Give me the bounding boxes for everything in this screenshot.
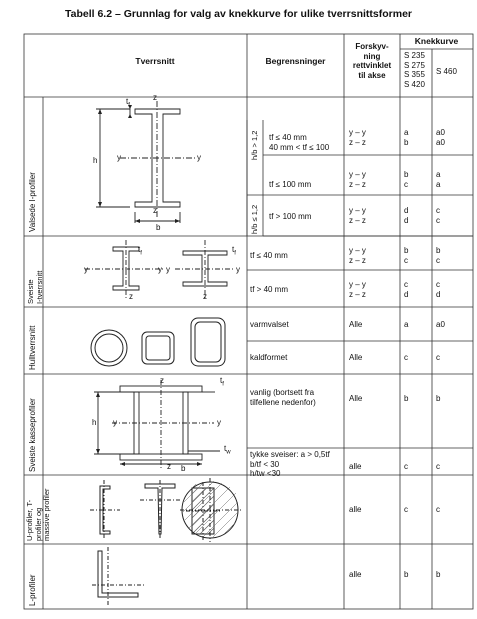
fig-label-tw: $t_w$ bbox=[224, 444, 231, 456]
curve-b: c d bbox=[436, 280, 441, 299]
section-sveiste-i-line: I-tverrsnitt bbox=[34, 270, 44, 304]
limit-text: tf ≤ 100 mm bbox=[269, 180, 312, 189]
curve-b: a a bbox=[436, 170, 441, 189]
axes-text: y – y z – z bbox=[349, 246, 366, 265]
cond-hb-gt: h/b > 1,2 bbox=[250, 130, 259, 160]
fig-label-y: y bbox=[113, 418, 117, 427]
fig-label-z: z bbox=[203, 292, 207, 301]
section-l-profiler: L-profiler bbox=[28, 574, 37, 606]
limit-text: tykke sveiser: a > 0,5tf b/tf < 30 h/tw <30 bbox=[250, 450, 330, 478]
section-u-line: massive profiler bbox=[42, 488, 51, 541]
header-forskyvning-line: rettvinklet bbox=[352, 61, 392, 70]
fig-label-tf: $t_f$ bbox=[232, 245, 236, 257]
axes-text: y – y z – z bbox=[349, 280, 366, 299]
curve-b: c bbox=[436, 353, 440, 362]
fig-label-y: y bbox=[236, 265, 240, 274]
curve-a: d d bbox=[404, 206, 409, 225]
steel-grade: S 235 bbox=[404, 51, 425, 60]
fig-label-z: z bbox=[129, 292, 133, 301]
curve-a: c d bbox=[404, 280, 409, 299]
fig-label-h: h bbox=[92, 418, 97, 427]
curve-b: c bbox=[436, 462, 440, 471]
fig-label-b: b bbox=[156, 223, 161, 232]
fig-label-tf: $t_f$ bbox=[138, 245, 142, 257]
axes-text: y – y z – z bbox=[349, 128, 366, 147]
header-steel-grades-a bbox=[404, 51, 425, 89]
limit-text: 40 mm < tf ≤ 100 bbox=[269, 143, 330, 152]
steel-grade: S 355 bbox=[404, 70, 425, 79]
limit-text: tf ≤ 40 mm bbox=[269, 133, 307, 142]
fig-label-z: z bbox=[153, 93, 157, 102]
fig-label-y: y bbox=[197, 153, 201, 162]
limit-text: tf > 100 mm bbox=[269, 212, 312, 221]
curve-b: a0 bbox=[436, 320, 445, 329]
fig-label-b: b bbox=[181, 464, 186, 473]
axes-text: alle bbox=[349, 505, 362, 514]
axes-text: y – y z – z bbox=[349, 170, 366, 189]
steel-grade: S 420 bbox=[404, 79, 425, 89]
curve-b: c bbox=[436, 505, 440, 514]
solid-round-figure bbox=[180, 478, 248, 542]
limit-text: tf ≤ 40 mm bbox=[250, 251, 288, 260]
header-forskyvning-line: til akse bbox=[358, 70, 386, 80]
section-sveiste-i bbox=[27, 271, 44, 304]
section-sveiste-i-line: Sveiste bbox=[26, 279, 35, 304]
curve-b: b c bbox=[436, 246, 441, 265]
fig-label-h: h bbox=[93, 156, 98, 165]
curve-a: b c bbox=[404, 170, 409, 189]
fig-label-y: y bbox=[158, 265, 162, 274]
fig-label-tf: $t_f$ bbox=[126, 97, 130, 109]
header-begrensninger: Begrensninger bbox=[265, 56, 326, 66]
curve-a: b bbox=[404, 394, 409, 403]
section-hulltverrsnitt: Hulltverrsnitt bbox=[28, 325, 37, 370]
rolled-i-section-figure bbox=[80, 97, 240, 236]
curve-a: a bbox=[404, 320, 409, 329]
fig-label-z: z bbox=[167, 462, 171, 471]
steel-grade: S 275 bbox=[404, 60, 425, 70]
limit-text: varmvalset bbox=[250, 320, 289, 329]
table-title: Tabell 6.2 – Grunnlag for valg av knekkurve for ulike tverrsnittsformer bbox=[64, 8, 412, 20]
hollow-sections-figure bbox=[85, 310, 245, 372]
header-knekkurve: Knekkurve bbox=[414, 36, 459, 46]
fig-label-z: z bbox=[153, 206, 157, 215]
header-tverrsnitt: Tverrsnitt bbox=[135, 56, 175, 66]
axes-text: Alle bbox=[349, 320, 363, 329]
axes-text: Alle bbox=[349, 394, 363, 403]
curve-b: a0 a0 bbox=[436, 128, 445, 147]
curve-a: c bbox=[404, 462, 408, 471]
curve-b: c c bbox=[436, 206, 440, 225]
section-u-line: U-profiler, T- bbox=[25, 499, 34, 541]
axes-text: Alle bbox=[349, 353, 363, 362]
fig-label-z: z bbox=[160, 376, 164, 385]
fig-label-y: y bbox=[84, 265, 88, 274]
header-forskyvning bbox=[344, 42, 400, 80]
fig-label-tf: $t_f$ bbox=[220, 376, 224, 388]
curve-b: b bbox=[436, 570, 441, 579]
curve-a: a b bbox=[404, 128, 409, 147]
curve-a: c bbox=[404, 353, 408, 362]
fig-label-y: y bbox=[166, 265, 170, 274]
cond-hb-le: h/b ≤ 1,2 bbox=[250, 204, 259, 234]
l-section-figure bbox=[90, 547, 150, 607]
curve-a: b c bbox=[404, 246, 409, 265]
limit-text: kaldformet bbox=[250, 353, 288, 362]
section-u-profiler bbox=[26, 488, 52, 541]
curve-a: c bbox=[404, 505, 408, 514]
axes-text: alle bbox=[349, 462, 362, 471]
axes-text: alle bbox=[349, 570, 362, 579]
curve-b: b bbox=[436, 394, 441, 403]
fig-label-y: y bbox=[117, 153, 121, 162]
limit-text: vanlig (bortsett fra tilfellene nedenfor) bbox=[250, 388, 316, 407]
header-forskyvning-line: Forskyv- bbox=[355, 42, 389, 51]
curve-a: b bbox=[404, 570, 409, 579]
axes-text: y – y z – z bbox=[349, 206, 366, 225]
section-u-line: profiler og bbox=[33, 507, 43, 541]
section-sveiste-kasse: Sveiste kasseprofiler bbox=[28, 398, 37, 472]
header-steel-grade-b: S 460 bbox=[436, 67, 457, 76]
fig-label-y: y bbox=[217, 418, 221, 427]
limit-text: tf > 40 mm bbox=[250, 285, 289, 294]
header-forskyvning-line: ning bbox=[363, 51, 381, 61]
section-valsede: Valsede I-profiler bbox=[28, 172, 37, 232]
